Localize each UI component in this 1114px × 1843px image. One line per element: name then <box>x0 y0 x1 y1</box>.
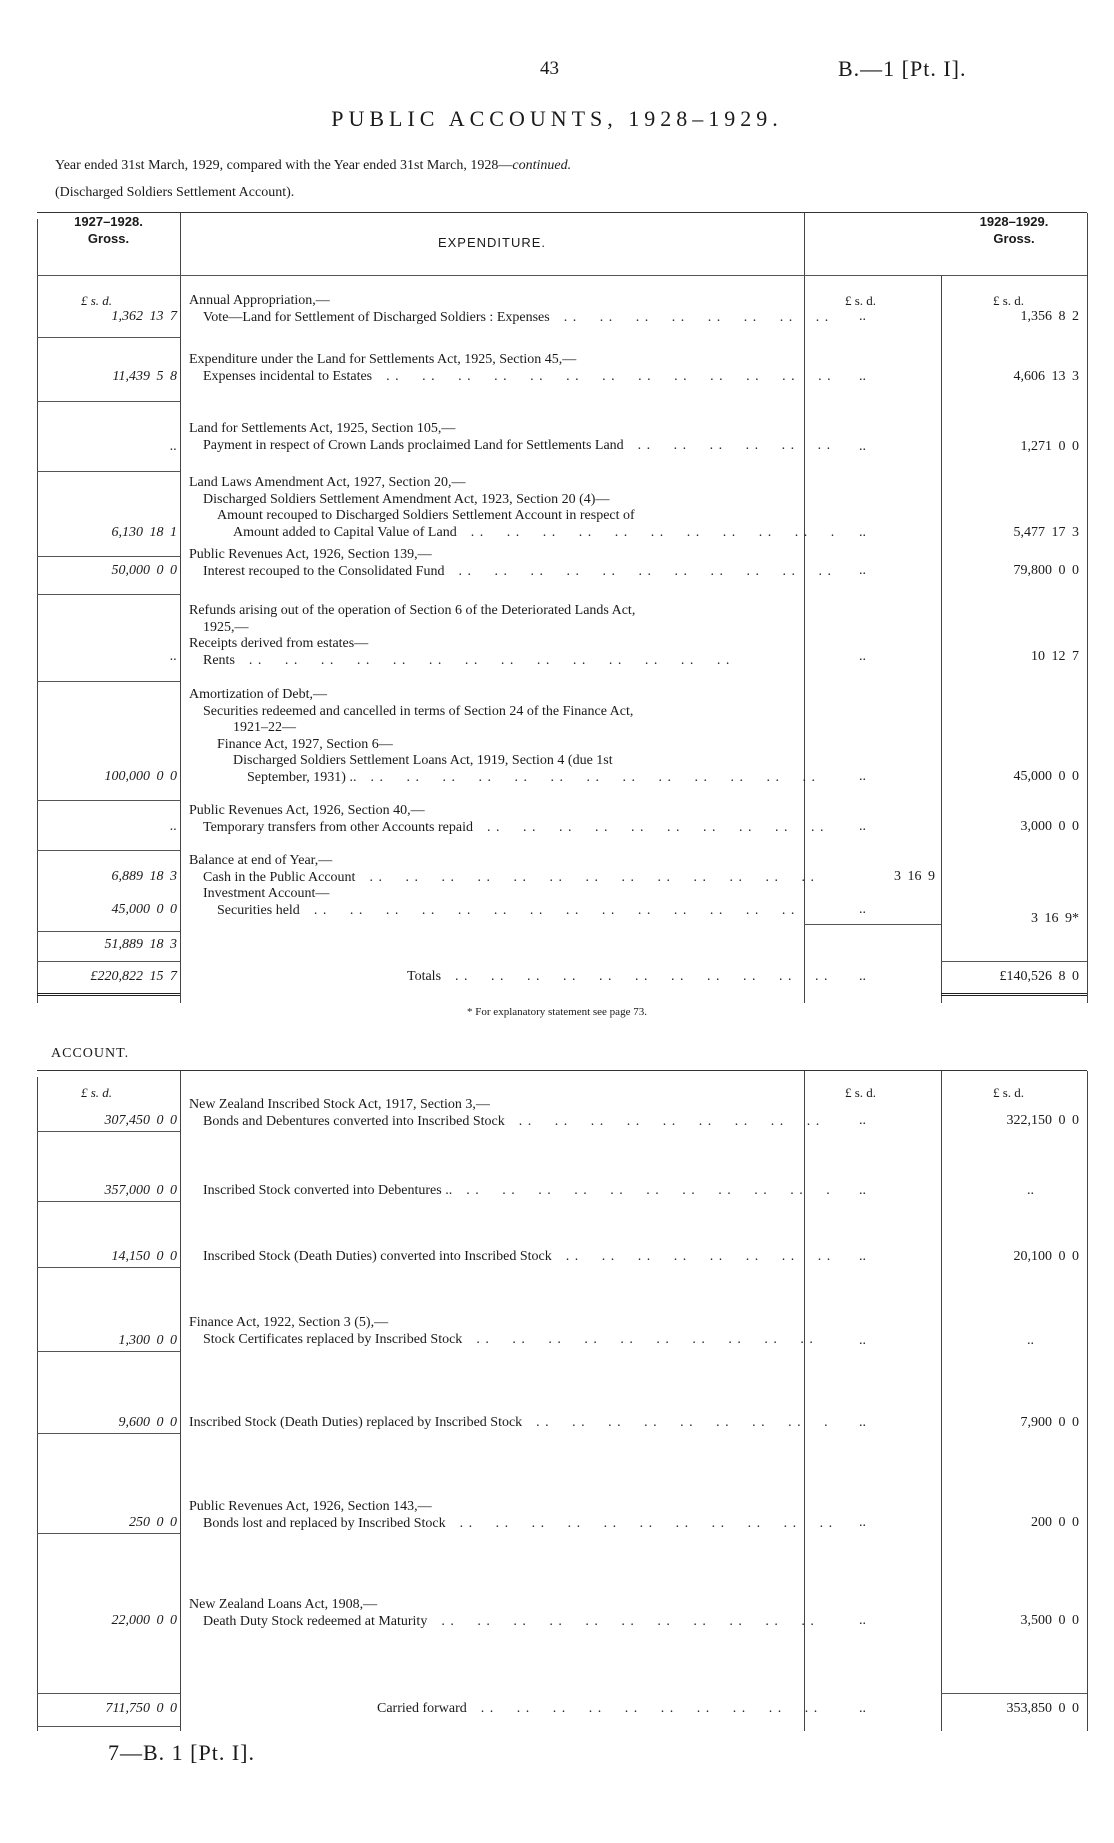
prev-amount: .. <box>170 439 177 454</box>
curr-amount: .. <box>1027 1183 1034 1198</box>
row-rule <box>37 961 180 962</box>
subtitle-main: Year ended 31st March, 1929, compared with the Year ended 31st March, 1928— <box>55 158 513 173</box>
item-line: Finance Act, 1927, Section 6— <box>217 736 393 752</box>
curr-amount: 1,356 8 2 <box>1020 309 1079 324</box>
item-line: Amount added to Capital Value of Land . . <box>189 525 834 542</box>
item-line: Inscribed Stock (Death Duties) converted into Inscribed Stock . . <box>189 1249 834 1266</box>
sub-amount: .. <box>859 1613 866 1628</box>
item-line: Amount recouped to Discharged Soldiers Settlement Account in respect of <box>217 508 635 523</box>
item-line: New Zealand Inscribed Stock Act, 1917, Section 3,— <box>189 1097 490 1112</box>
curr-amount: 200 0 0 <box>1031 1515 1079 1530</box>
account-table <box>37 1070 1087 1731</box>
item-line: Inscribed Stock (Death Duties) replaced by Inscribed Stock . . <box>189 1415 834 1432</box>
section-heading: ACCOUNT. <box>51 1046 130 1061</box>
carried-prev: 711,750 0 0 <box>105 1701 177 1716</box>
item-line: Vote—Land for Settlement of Discharged Soldiers : Expenses . . <box>189 310 834 327</box>
row-rule <box>37 556 180 557</box>
row-rule <box>37 1131 180 1132</box>
item-line: Securities redeemed and cancelled in terms of Section 24 of the Finance Act, <box>203 703 634 719</box>
item-line: Death Duty Stock redeemed at Maturity . . <box>189 1614 834 1631</box>
prev-amount: 11,439 5 8 <box>112 369 177 384</box>
header-year: 1927–1928. <box>74 214 143 229</box>
item-line: Land Laws Amendment Act, 1927, Section 20,— <box>189 475 466 490</box>
sub-amount: .. <box>859 1333 866 1348</box>
units-prev: £ s. d. <box>81 1085 113 1100</box>
item-line: Securities held . . <box>189 903 834 920</box>
item-line: Inscribed Stock converted into Debentures .. . . <box>189 1183 834 1200</box>
footnote: * For explanatory statement see page 73. <box>467 1006 647 1018</box>
row-rule <box>37 1351 180 1352</box>
totals-label: Totals <box>407 969 442 984</box>
item-line: Land for Settlements Act, 1925, Section 105,— <box>189 421 456 436</box>
prev-amount: 50,000 0 0 <box>111 563 177 578</box>
prev-amount: 307,450 0 0 <box>104 1113 177 1128</box>
row-rule <box>941 1693 1087 1694</box>
sub-amount: .. <box>859 369 866 384</box>
row-rule <box>37 1533 180 1534</box>
footer-signature: 7—B. 1 [Pt. I]. <box>108 1740 255 1765</box>
item-line: Public Revenues Act, 1926, Section 139,— <box>189 547 432 562</box>
units-sub: £ s. d. <box>845 1085 877 1100</box>
prev-amount: 6,130 18 1 <box>111 525 177 540</box>
total-double-rule <box>37 993 180 996</box>
carried-curr: 353,850 0 0 <box>1006 1701 1079 1716</box>
expenditure-table <box>37 212 1087 1003</box>
item-line: Expenses incidental to Estates . . <box>189 369 834 386</box>
sub-amount: .. <box>859 902 866 917</box>
item-line: Temporary transfers from other Accounts repaid . . <box>189 820 834 837</box>
item-line: Public Revenues Act, 1926, Section 143,— <box>189 1499 432 1514</box>
table-border-right <box>1087 213 1088 1003</box>
prev-amount: 22,000 0 0 <box>111 1613 177 1628</box>
item-line: Interest recouped to the Consolidated Fund . . <box>189 564 834 581</box>
item-line: Annual Appropriation,— <box>189 293 330 308</box>
sub-amount: .. <box>859 309 866 324</box>
header-gross: Gross. <box>993 231 1035 246</box>
subtitle-continued: continued. <box>512 158 572 173</box>
item-line: Discharged Soldiers Settlement Amendment Act, 1923, Section 20 (4)— <box>203 491 610 507</box>
row-rule <box>37 594 180 595</box>
item-line: Investment Account— <box>203 886 330 901</box>
row-rule <box>37 800 180 801</box>
subtotal-rule <box>941 961 1087 962</box>
item-line: Public Revenues Act, 1926, Section 40,— <box>189 803 425 818</box>
prev-amount: 250 0 0 <box>129 1515 177 1530</box>
item-line: Stock Certificates replaced by Inscribed Stock . . <box>189 1332 834 1349</box>
sub-amount: .. <box>859 525 866 540</box>
sub-amount: .. <box>859 439 866 454</box>
units-curr: £ s. d. <box>993 1085 1025 1100</box>
sub-amount: .. <box>859 769 866 784</box>
row-rule <box>37 337 180 338</box>
header-rule <box>37 275 1087 276</box>
item-line: Bonds and Debentures converted into Inscribed Stock . . <box>189 1114 834 1131</box>
item-line: Bonds lost and replaced by Inscribed Stock . . <box>189 1516 834 1533</box>
sub-amount: .. <box>859 1415 866 1430</box>
curr-total: £140,526 8 0 <box>999 969 1079 984</box>
header-year: 1928–1929. <box>979 214 1049 229</box>
curr-amount: 10 12 7 <box>1031 649 1079 664</box>
prev-amount: 357,000 0 0 <box>104 1183 177 1198</box>
item-line: 1921–22— <box>233 720 296 735</box>
row-rule <box>37 1726 180 1727</box>
subtitle <box>55 158 571 174</box>
sub-amount: .. <box>859 1113 866 1128</box>
row-rule <box>37 850 180 851</box>
expenditure-item <box>189 853 834 919</box>
sub-amount: .. <box>859 1183 866 1198</box>
column-divider <box>804 1071 805 1731</box>
prev-amount: .. <box>170 649 177 664</box>
column-header-curr <box>941 213 1087 247</box>
column-divider <box>941 1071 942 1731</box>
curr-amount: 5,477 17 3 <box>1013 525 1079 540</box>
item-line: 1925,— <box>203 619 249 635</box>
item-line: Rents . . <box>189 653 834 670</box>
account-item <box>189 1183 834 1200</box>
totals-sub: .. <box>859 969 866 984</box>
sub-amount: .. <box>859 819 866 834</box>
prev-amount: .. <box>170 819 177 834</box>
page-title: PUBLIC ACCOUNTS, 1928–1929. <box>331 106 783 131</box>
column-header-expenditure: EXPENDITURE. <box>437 235 547 250</box>
curr-amount: 1,271 0 0 <box>1020 439 1079 454</box>
row-rule <box>37 1433 180 1434</box>
row-rule <box>37 1201 180 1202</box>
item-line: New Zealand Loans Act, 1908,— <box>189 1597 378 1612</box>
curr-amount: .. <box>1027 1333 1034 1348</box>
table-border-left <box>37 1077 38 1731</box>
curr-amount: 79,800 0 0 <box>1013 563 1079 578</box>
row-rule <box>37 1693 180 1694</box>
account-name: (Discharged Soldiers Settlement Account). <box>55 185 295 200</box>
prev-amount: 1,362 13 7 <box>111 309 177 324</box>
prev-amount: 1,300 0 0 <box>118 1333 177 1348</box>
row-rule <box>37 401 180 402</box>
page-number: 43 <box>540 58 559 79</box>
curr-amount: 322,150 0 0 <box>1006 1113 1079 1128</box>
curr-amount: 7,900 0 0 <box>1020 1415 1079 1430</box>
item-line: Refunds arising out of the operation of Section 6 of the Deteriorated Lands Act, <box>189 603 636 618</box>
item-line: Discharged Soldiers Settlement Loans Act, 1919, Section 4 (due 1st <box>233 753 613 768</box>
units-sub: £ s. d. <box>845 293 877 308</box>
item-line: September, 1931) .. . . <box>189 770 834 787</box>
units-curr: £ s. d. <box>993 293 1025 308</box>
prev-subtotal: 51,889 18 3 <box>104 937 177 952</box>
curr-amount: 3,000 0 0 <box>1020 819 1079 834</box>
item-line: Payment in respect of Crown Lands proclaimed Land for Settlements Land . . <box>189 438 834 455</box>
curr-amount: 3,500 0 0 <box>1020 1613 1079 1628</box>
prev-amount: 45,000 0 0 <box>111 902 177 917</box>
carried-forward-label: Carried forward <box>377 1701 467 1716</box>
curr-amount: 3 16 9* <box>1031 911 1079 926</box>
sub-amount: .. <box>859 1515 866 1530</box>
header-gross: Gross. <box>87 231 130 246</box>
row-rule <box>37 471 180 472</box>
prev-amount: 100,000 0 0 <box>104 769 177 784</box>
item-line: Expenditure under the Land for Settlements Act, 1925, Section 45,— <box>189 352 577 367</box>
column-header-prev <box>37 213 180 247</box>
prev-amount: 6,889 18 3 <box>111 869 177 884</box>
curr-amount: 45,000 0 0 <box>1013 769 1079 784</box>
account-item <box>189 1315 834 1348</box>
item-line: Finance Act, 1922, Section 3 (5),— <box>189 1315 389 1330</box>
prev-total: £220,822 15 7 <box>90 969 177 984</box>
prev-amount: 9,600 0 0 <box>118 1415 177 1430</box>
carried-sub: .. <box>859 1701 866 1716</box>
item-line: Amortization of Debt,— <box>189 687 328 702</box>
sub-amount: .. <box>859 563 866 578</box>
prev-amount: 14,150 0 0 <box>111 1249 177 1264</box>
item-line: Receipts derived from estates— <box>189 636 369 651</box>
item-line: Balance at end of Year,— <box>189 853 333 868</box>
row-rule <box>37 681 180 682</box>
curr-amount: 4,606 13 3 <box>1013 369 1079 384</box>
item-line: Cash in the Public Account . . <box>189 870 834 887</box>
sub-amount: .. <box>859 649 866 664</box>
sub-amount: 3 16 9 <box>894 869 935 884</box>
row-rule <box>37 931 180 932</box>
row-rule <box>37 1267 180 1268</box>
document-reference: B.—1 [Pt. I]. <box>838 56 967 81</box>
table-border-right <box>1087 1071 1088 1731</box>
total-double-rule <box>941 993 1087 996</box>
column-divider <box>180 1071 181 1731</box>
sub-amount: .. <box>859 1249 866 1264</box>
curr-amount: 20,100 0 0 <box>1013 1249 1079 1264</box>
units-prev: £ s. d. <box>81 293 113 308</box>
